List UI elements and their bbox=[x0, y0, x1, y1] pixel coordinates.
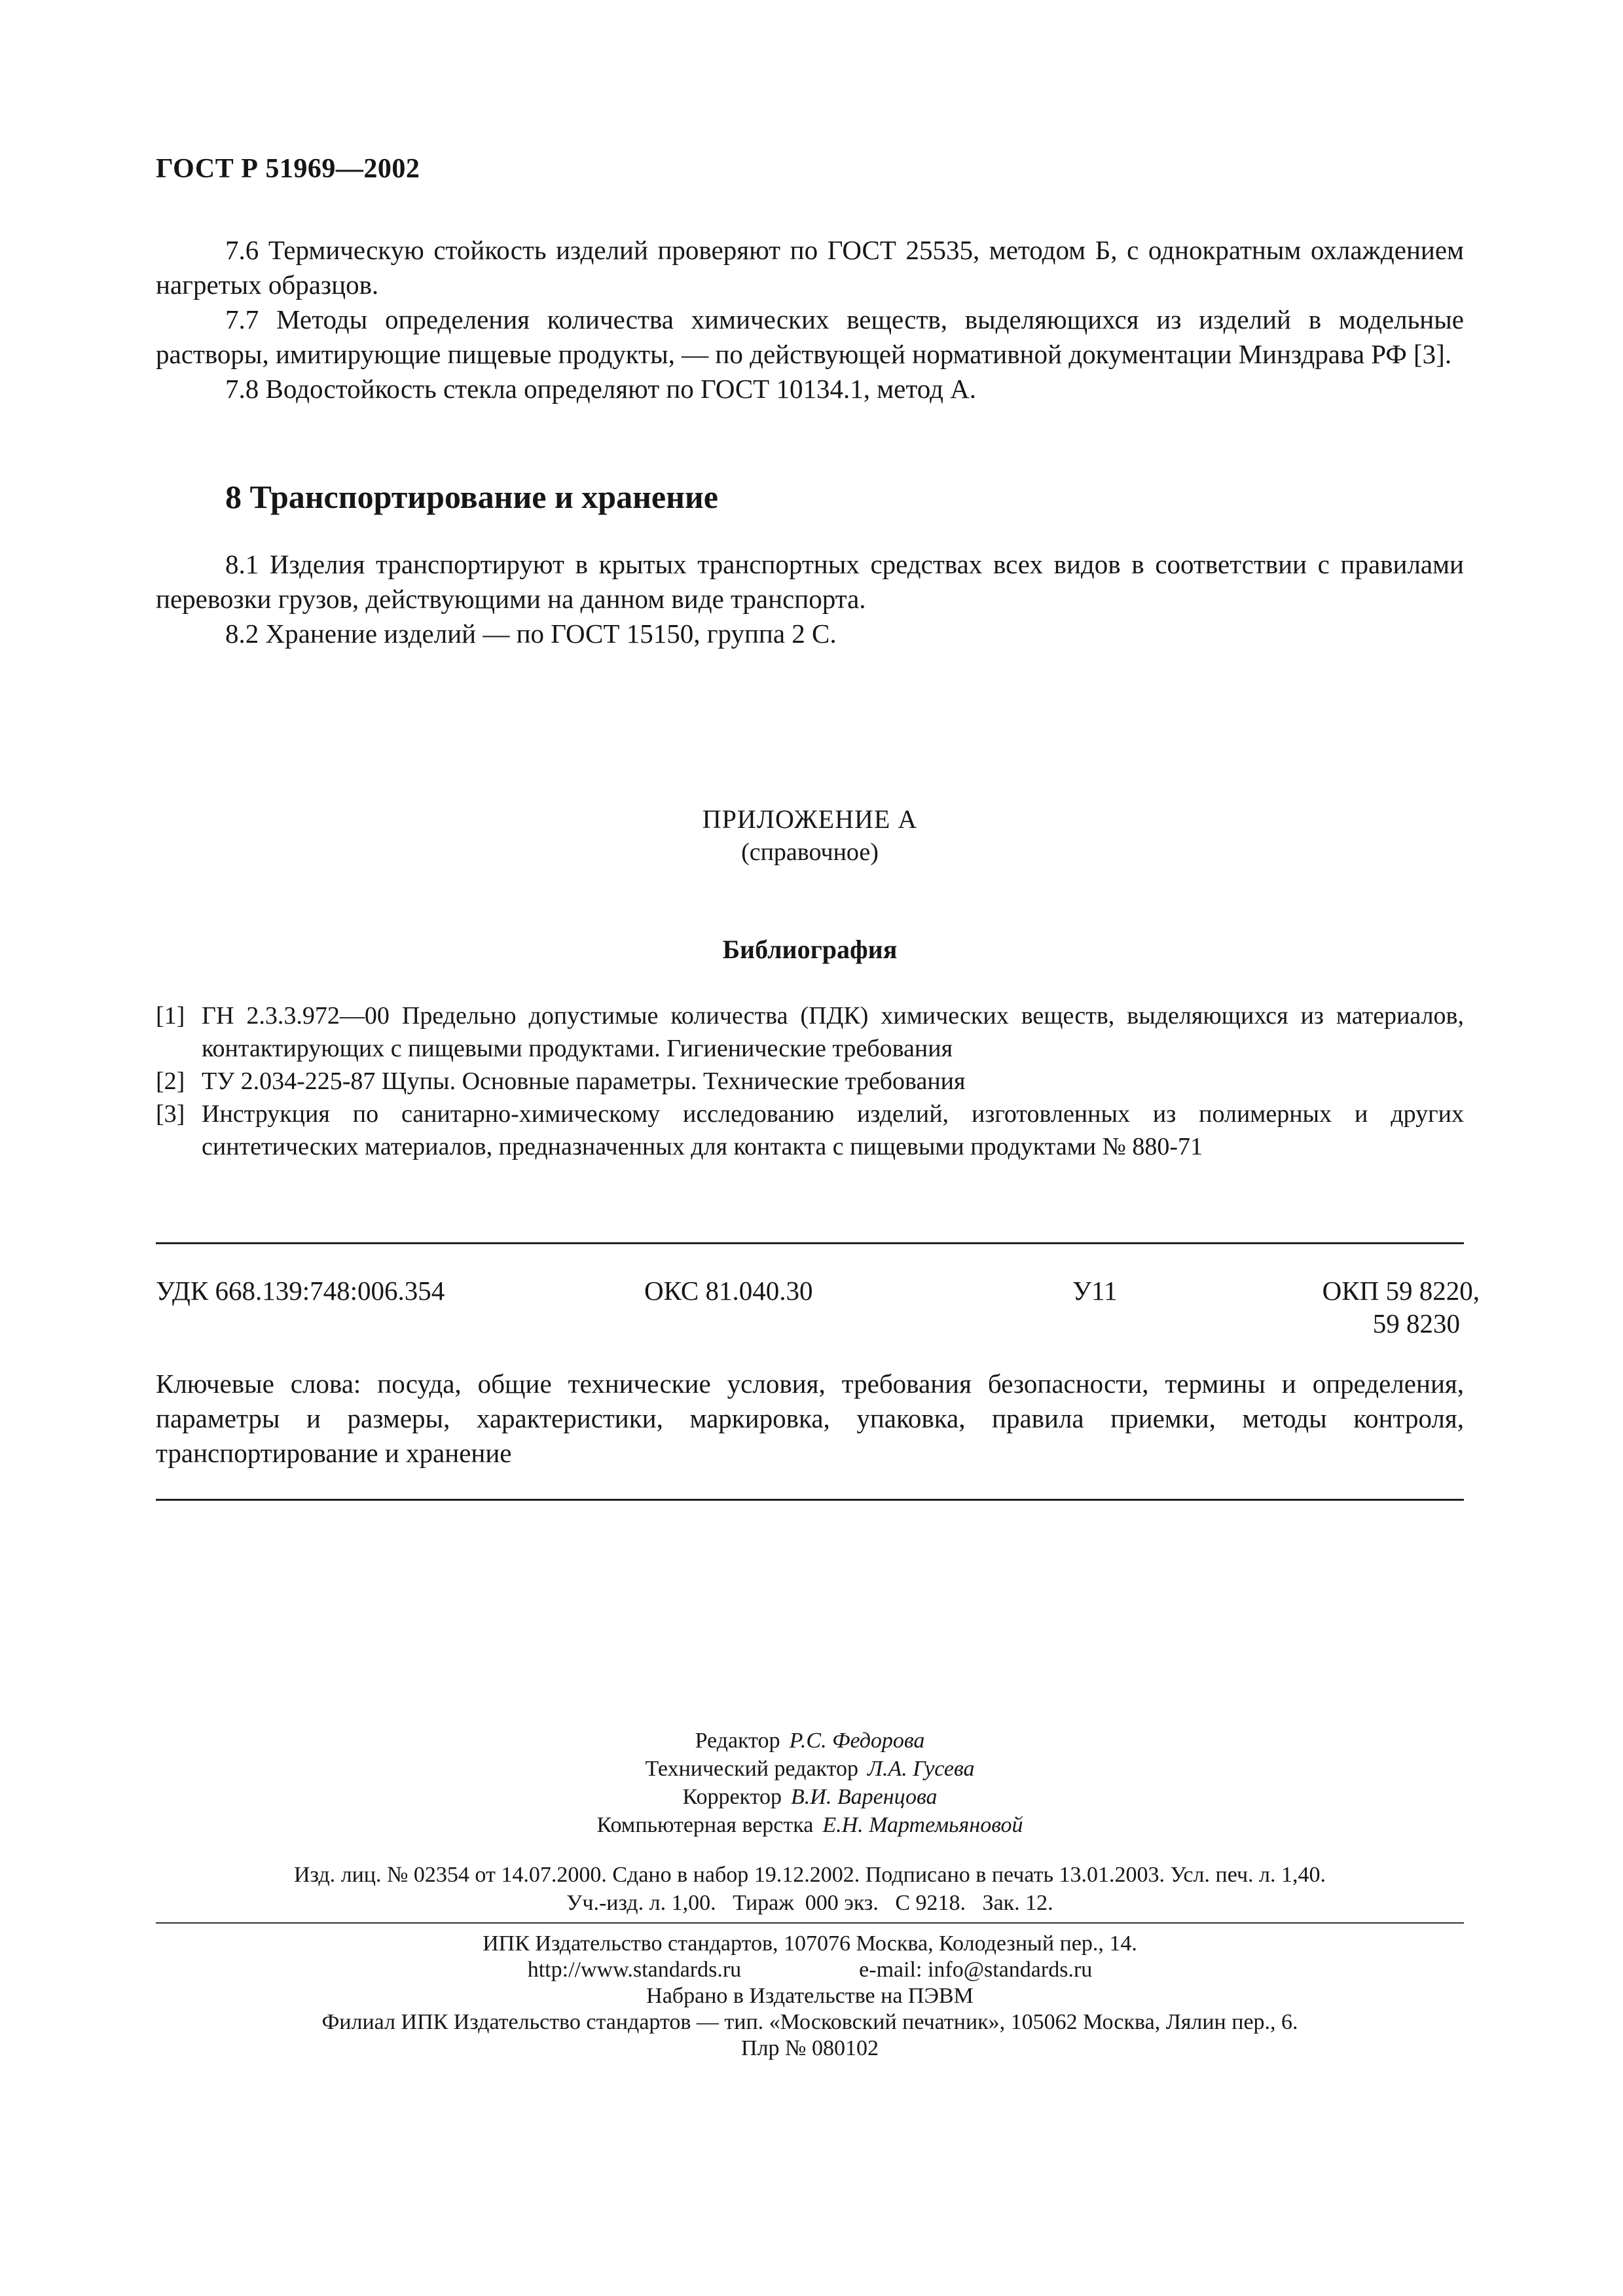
credit-line bbox=[156, 1783, 1464, 1811]
appendix-subtitle: (справочное) bbox=[741, 838, 879, 866]
credit-role: Компьютерная верстка bbox=[596, 1813, 814, 1837]
credit-name: Е.Н. Мартемьяновой bbox=[822, 1813, 1023, 1837]
credit-role: Технический редактор bbox=[645, 1757, 859, 1781]
bibliography-list bbox=[156, 999, 1464, 1163]
bibliography-text: Инструкция по санитарно-химическому исследованию изделий, изготовленных из полимерных и других синтетических материалов, предназначенных для контакта с пищевыми продуктами № 880-71 bbox=[202, 1100, 1464, 1160]
bibliography-number: [3] bbox=[156, 1100, 185, 1128]
imprint-divider bbox=[156, 1922, 1464, 1924]
bibliography-item bbox=[156, 1098, 1464, 1163]
bibliography-text: ТУ 2.034-225-87 Щупы. Основные параметры. Технические требования bbox=[202, 1067, 966, 1095]
bibliography-number: [1] bbox=[156, 1002, 185, 1030]
section8-paragraphs bbox=[156, 547, 1464, 651]
imprint-line-2: Уч.-изд. л. 1,00. Тираж 000 экз. С 9218. Зак. 12. bbox=[566, 1891, 1053, 1915]
email-link[interactable]: e-mail: info@standards.ru bbox=[859, 1958, 1093, 1982]
paragraph-8-1: 8.1 Изделия транспортируют в крытых транспортных средствах всех видов в соответствии с правилами перевозки грузов, действующими на данном виде транспорта. bbox=[156, 549, 1464, 614]
appendix-title: ПРИЛОЖЕНИЕ А bbox=[702, 804, 918, 834]
udk-code: УДК 668.139:748:006.354 bbox=[156, 1276, 445, 1306]
paragraph-8-2: 8.2 Хранение изделий — по ГОСТ 15150, группа 2 С. bbox=[225, 619, 837, 649]
credit-role: Корректор bbox=[682, 1785, 782, 1809]
publisher-line-5: Плр № 080102 bbox=[741, 2036, 879, 2060]
credits-block bbox=[156, 1727, 1464, 1839]
credit-name: Р.С. Федорова bbox=[789, 1729, 925, 1753]
paragraph-7-7: 7.7 Методы определения количества химических веществ, выделяющихся из изделий в модельные растворы, имитирующие пищевые продукты, — по действующей нормативной документации Минздрава РФ [3]. bbox=[156, 304, 1464, 369]
bibliography-title: Библиография bbox=[722, 935, 898, 964]
publisher-line-4: Филиал ИПК Издательство стандартов — тип. «Московский печатник», 105062 Москва, Лялин пер., 6. bbox=[321, 2010, 1298, 2034]
okp-line-2: 59 8230 bbox=[1372, 1308, 1460, 1338]
website-link[interactable]: http://www.standards.ru bbox=[527, 1958, 742, 1982]
imprint-block bbox=[156, 1861, 1464, 1917]
okp-line-1: ОКП 59 8220, bbox=[1322, 1276, 1480, 1306]
keywords-paragraph: Ключевые слова: посуда, общие технические условия, требования безопасности, термины и определения, параметры и размеры, характеристики, маркировка, упаковка, правила приемки, методы контроля, транспортирование и хранение bbox=[156, 1369, 1464, 1468]
bibliography-number: [2] bbox=[156, 1067, 185, 1095]
u-code: У11 bbox=[1072, 1276, 1118, 1306]
imprint-line-1: Изд. лиц. № 02354 от 14.07.2000. Сдано в набор 19.12.2002. Подписано в печать 13.01.2003. Усл. печ. л. 1,40. bbox=[293, 1863, 1326, 1887]
credit-line bbox=[156, 1727, 1464, 1755]
section7-paragraphs bbox=[156, 233, 1464, 406]
divider-bottom bbox=[156, 1499, 1464, 1501]
bibliography-text: ГН 2.3.3.972—00 Предельно допустимые количества (ПДК) химических веществ, выделяющихся из материалов, контактирующих с пищевыми продуктами. Гигиенические требования bbox=[202, 1002, 1464, 1062]
credit-role: Редактор bbox=[695, 1729, 780, 1753]
oks-code: ОКС 81.040.30 bbox=[644, 1276, 813, 1306]
section-8-heading: 8 Транспортирование и хранение bbox=[225, 478, 718, 515]
credit-name: В.И. Варенцова bbox=[791, 1785, 938, 1809]
bibliography-item bbox=[156, 999, 1464, 1065]
okp-code bbox=[1244, 1274, 1480, 1340]
publisher-block bbox=[156, 1931, 1464, 2062]
paragraph-7-8: 7.8 Водостойкость стекла определяют по ГОСТ 10134.1, метод А. bbox=[225, 374, 977, 404]
paragraph-7-6: 7.6 Термическую стойкость изделий проверяют по ГОСТ 25535, методом Б, с однократным охлаждением нагретых образцов. bbox=[156, 235, 1464, 300]
publisher-line-3: Набрано в Издательстве на ПЭВМ bbox=[646, 1984, 974, 2008]
credit-line bbox=[156, 1811, 1464, 1839]
document-code: ГОСТ Р 51969—2002 bbox=[156, 154, 420, 184]
credit-line bbox=[156, 1755, 1464, 1783]
publisher-contacts bbox=[156, 1957, 1464, 1983]
bibliography-item bbox=[156, 1065, 1464, 1098]
credit-name: Л.А. Гусева bbox=[867, 1757, 975, 1781]
publisher-line-1: ИПК Издательство стандартов, 107076 Москва, Колодезный пер., 14. bbox=[483, 1931, 1137, 1956]
divider-top bbox=[156, 1242, 1464, 1244]
